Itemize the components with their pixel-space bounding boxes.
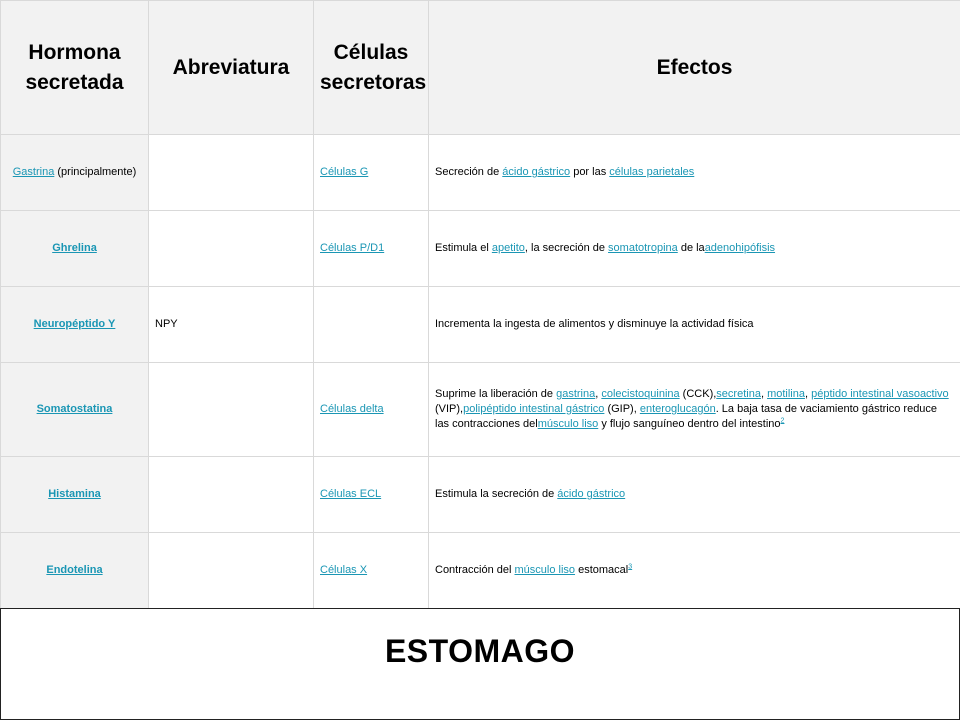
effects-link[interactable]: colecistoquinina	[601, 388, 680, 400]
cells-cell	[314, 363, 429, 457]
hormone-cell	[1, 211, 149, 287]
effects-link[interactable]: péptido intestinal vasoactivo	[811, 388, 949, 400]
hormone-cell	[1, 287, 149, 363]
effects-text: Contracción del	[435, 564, 515, 576]
cells-link[interactable]: Células P/D1	[320, 242, 385, 254]
effects-cell	[429, 457, 960, 533]
effects-text: ,	[595, 388, 602, 400]
effects-link[interactable]: adenohipófisis	[704, 242, 776, 254]
abbreviation-cell	[149, 363, 314, 457]
cells-link[interactable]: Células delta	[320, 403, 384, 415]
hormone-link[interactable]: Ghrelina	[52, 242, 97, 254]
cells-cell	[314, 533, 429, 609]
effects-link[interactable]: ácido gástrico	[557, 488, 626, 500]
hormone-link[interactable]: Somatostatina	[36, 403, 113, 415]
abbreviation-cell	[149, 211, 314, 287]
effects-link[interactable]: músculo liso	[514, 564, 576, 576]
abbreviation-cell	[149, 135, 314, 211]
effects-link[interactable]: apetito	[491, 242, 525, 254]
cells-cell	[314, 457, 429, 533]
effects-link[interactable]: músculo liso	[537, 418, 599, 430]
hormone-suffix: (principalmente)	[54, 166, 137, 178]
table-row	[1, 363, 960, 457]
effects-link[interactable]: ácido gástrico	[502, 166, 571, 178]
table-row	[1, 211, 960, 287]
effects-link[interactable]: enteroglucagón	[639, 403, 716, 415]
effects-text: (VIP),	[435, 403, 464, 415]
effects-text: Suprime la liberación de	[435, 388, 557, 400]
hormone-cell	[1, 135, 149, 211]
effects-link[interactable]: secretina	[716, 388, 761, 400]
effects-text: Estimula el	[435, 242, 492, 254]
effects-text: de la	[677, 242, 705, 254]
effects-text: y flujo sanguíneo dentro del intestino	[598, 418, 781, 430]
hormone-cell	[1, 533, 149, 609]
effects-link[interactable]: polipéptido intestinal gástrico	[463, 403, 605, 415]
effects-text: . La baja tasa de vaciamiento gástrico reduce las contracciones del	[435, 403, 938, 430]
hormone-cell	[1, 363, 149, 457]
effects-link[interactable]: motilina	[767, 388, 805, 400]
hormone-link[interactable]: Neuropéptido Y	[33, 318, 116, 330]
cells-cell	[314, 287, 429, 363]
hormone-link[interactable]: Gastrina	[12, 166, 55, 178]
table-row	[1, 457, 960, 533]
table-row	[1, 287, 960, 363]
abbreviation-cell	[149, 457, 314, 533]
cells-cell	[314, 135, 429, 211]
cells-link[interactable]: Células G	[320, 166, 369, 178]
effects-text: estomacal	[575, 564, 629, 576]
table-row	[1, 135, 960, 211]
hormone-cell	[1, 457, 149, 533]
cells-link[interactable]: Células X	[320, 564, 368, 576]
cells-link[interactable]: Células ECL	[320, 488, 382, 500]
header-effects: Efectos	[429, 1, 960, 135]
effects-cell	[429, 533, 960, 609]
effects-text: (CCK),	[679, 388, 717, 400]
effects-cell	[429, 211, 960, 287]
reference-link[interactable]: 3	[628, 563, 633, 571]
cells-cell	[314, 211, 429, 287]
footer-panel	[0, 608, 960, 720]
effects-cell	[429, 135, 960, 211]
table-row	[1, 533, 960, 609]
effects-text: Incrementa la ingesta de alimentos y disminuye la actividad física	[435, 318, 754, 330]
effects-text: Secreción de	[435, 166, 503, 178]
effects-link[interactable]: gastrina	[556, 388, 596, 400]
effects-text: ,	[804, 388, 812, 400]
abbreviation-cell: NPY	[149, 287, 314, 363]
hormone-link[interactable]: Endotelina	[46, 564, 103, 576]
effects-link[interactable]: células parietales	[609, 166, 695, 178]
header-hormone: Hormona secretada	[1, 1, 149, 135]
effects-link[interactable]: somatotropina	[608, 242, 678, 254]
header-abbreviation: Abreviatura	[149, 1, 314, 135]
effects-cell	[429, 287, 960, 363]
effects-text: ,	[760, 388, 768, 400]
header-cells: Células secretoras	[314, 1, 429, 135]
effects-text: Estimula la secreción de	[435, 488, 558, 500]
effects-text: , la secreción de	[524, 242, 609, 254]
footer-title: ESTOMAGO	[384, 633, 576, 669]
header-row	[1, 1, 960, 135]
abbreviation-cell	[149, 533, 314, 609]
reference-link[interactable]: 2	[780, 417, 785, 425]
effects-text: (GIP),	[604, 403, 640, 415]
effects-cell	[429, 363, 960, 457]
hormone-link[interactable]: Histamina	[48, 488, 101, 500]
effects-text: por las	[570, 166, 610, 178]
